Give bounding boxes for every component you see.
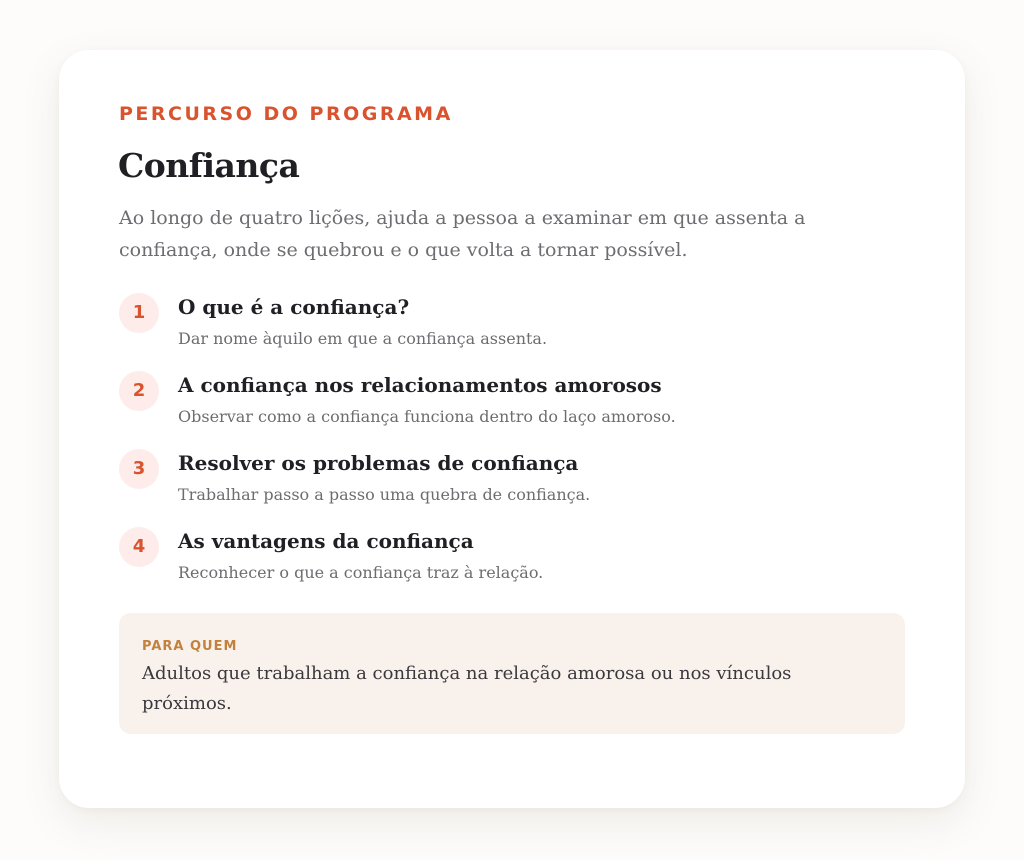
lesson-title: O que é a confiança? <box>178 295 410 319</box>
audience-text: Adultos que trabalham a confiança na relação amorosa ou nos vínculos próximos. <box>142 663 792 714</box>
lesson-subtitle: Reconhecer o que a confiança traz à relação. <box>178 563 544 582</box>
lesson-title: Resolver os problemas de confiança <box>178 451 579 475</box>
lesson-number-badge: 3 <box>119 449 159 489</box>
audience-box <box>119 613 905 734</box>
lesson-subtitle: Trabalhar passo a passo uma quebra de confiança. <box>178 485 591 504</box>
lesson-subtitle: Dar nome àquilo em que a confiança assenta. <box>178 329 548 348</box>
audience-label: PARA QUEM <box>142 639 238 654</box>
lesson-subtitle: Observar como a confiança funciona dentro do laço amoroso. <box>178 407 676 426</box>
page-title: Confiança <box>118 146 300 185</box>
lesson-number-badge: 2 <box>119 371 159 411</box>
lesson-item <box>119 527 899 605</box>
lesson-list <box>119 293 899 605</box>
lesson-number-badge: 4 <box>119 527 159 567</box>
section-eyebrow: PERCURSO DO PROGRAMA <box>119 103 453 125</box>
program-description: Ao longo de quatro lições, ajuda a pessoa a examinar em que assenta a confiança, onde se quebrou e o que volta a tornar possível. <box>119 207 806 261</box>
lesson-item <box>119 293 899 371</box>
lesson-item <box>119 371 899 449</box>
lesson-item <box>119 449 899 527</box>
program-card <box>59 50 965 808</box>
lesson-title: As vantagens da confiança <box>178 529 474 553</box>
lesson-number-badge: 1 <box>119 293 159 333</box>
lesson-title: A confiança nos relacionamentos amorosos <box>178 373 662 397</box>
